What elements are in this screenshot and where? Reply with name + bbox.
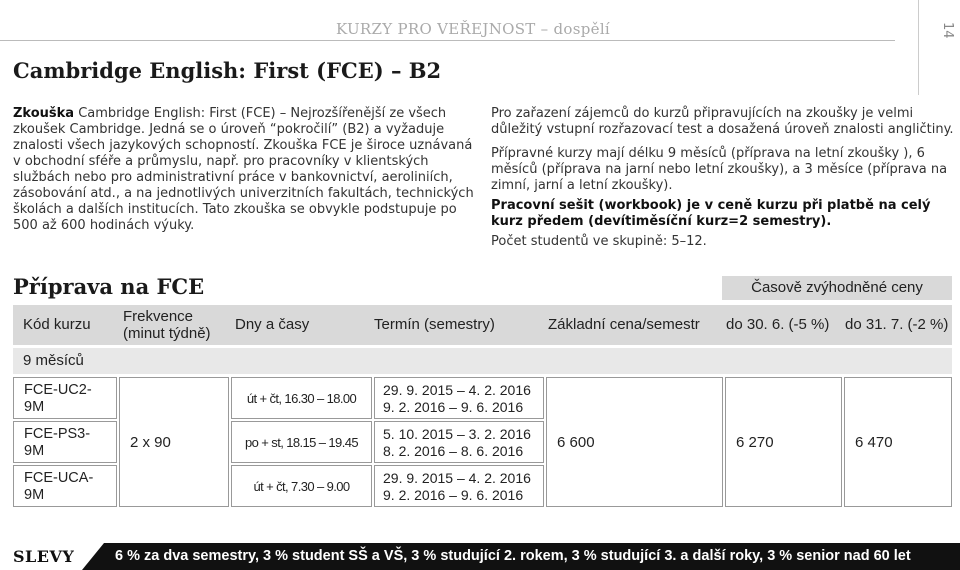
th-days: Dny a časy <box>235 316 310 333</box>
term-line: 9. 2. 2016 – 9. 6. 2016 <box>383 487 524 503</box>
table-group-row: 9 měsíců <box>13 348 952 374</box>
th-early-price-1: do 30. 6. (-5 %) <box>726 316 830 333</box>
course-length-paragraph: Přípravné kurzy mají délku 9 měsíců (příprava na letní zkoušky ), 6 měsíců (příprava na jarní nebo letní zkoušky), a 3 měsíce (příprava na zimní, jarní a letní zkoušky). <box>491 146 948 193</box>
th-early-price-2: do 31. 7. (-2 %) <box>845 316 949 333</box>
th-code: Kód kurzu <box>23 316 91 333</box>
placement-paragraph: Pro zařazení zájemců do kurzů připravujících na zkoušky je velmi důležitý vstupní rozřazovací test a dosažená úroveň znalosti angličtiny. <box>491 106 954 137</box>
term-line: 29. 9. 2015 – 4. 2. 2016 <box>383 382 531 398</box>
table-row-code <box>13 421 117 463</box>
intro-lead: Zkouška <box>13 106 75 121</box>
frequency-cell: 2 x 90 <box>119 377 229 507</box>
section-title: Příprava na FCE <box>13 274 205 299</box>
table-row-code <box>13 377 117 419</box>
table-row-time: út + čt, 7.30 – 9.00 <box>231 465 372 507</box>
table-row-term <box>374 421 544 463</box>
workbook-paragraph <box>491 198 959 230</box>
intro-text: Cambridge English: First (FCE) – Nejrozšířenější ze všech zkoušek Cambridge. Jedná se o úroveň “pokročilí” (B2) a vyžaduje znalosti všech jazykových schopností. Zkouška FCE je široce uznávaná v obchodní sféře a průmyslu, např. pro pracovníky v klientských službách nebo pro administrativní práce v bankovnictví, aeroliniích, zásobování atd., a na jednotlivých univerzitních fakultách, technických školách a dalších institucích. Tato zkouška se obvykle podstupuje po 500 až 600 hodinách výuky. <box>13 106 474 233</box>
code-line: 9M <box>24 443 45 459</box>
term-line: 8. 2. 2016 – 8. 6. 2016 <box>383 443 524 459</box>
table-row-code <box>13 465 117 507</box>
discounts-text: 6 % za dva semestry, 3 % student SŠ a VŠ, 3 % studující 2. rokem, 3 % studující 3. a další roky, 3 % senior nad 60 let <box>115 548 911 564</box>
term-line: 5. 10. 2015 – 3. 2. 2016 <box>383 426 531 442</box>
code-line: 9M <box>24 399 45 415</box>
group-size-paragraph: Počet studentů ve skupině: 5–12. <box>491 234 707 249</box>
table-header <box>13 305 952 345</box>
th-frequency-line1: Frekvence <box>123 308 194 325</box>
th-frequency <box>123 308 211 342</box>
page-number: 14 <box>940 22 955 39</box>
term-line: 9. 2. 2016 – 9. 6. 2016 <box>383 399 524 415</box>
early-price-2-cell: 6 470 <box>844 377 952 507</box>
code-line: 9M <box>24 487 45 503</box>
section-header: KURZY PRO VEŘEJNOST – dospělí <box>336 20 611 38</box>
th-frequency-line2: (minut týdně) <box>123 325 211 342</box>
header-divider <box>0 40 895 41</box>
th-term: Termín (semestry) <box>374 316 495 333</box>
table-row-term <box>374 465 544 507</box>
table-row-term <box>374 377 544 419</box>
course-table <box>13 377 952 507</box>
price-banner: Časově zvýhodněné ceny <box>722 276 952 300</box>
table-row-time: út + čt, 16.30 – 18.00 <box>231 377 372 419</box>
term-line: 29. 9. 2015 – 4. 2. 2016 <box>383 470 531 486</box>
page-title: Cambridge English: First (FCE) – B2 <box>13 58 442 83</box>
th-base-price: Základní cena/semestr <box>548 316 700 333</box>
code-line: FCE-UC2- <box>24 382 92 398</box>
code-line: FCE-UCA- <box>24 470 94 486</box>
intro-right-column <box>491 106 959 258</box>
base-price-cell: 6 600 <box>546 377 723 507</box>
intro-paragraph <box>13 106 475 234</box>
table-row-time: po + st, 18.15 – 19.45 <box>231 421 372 463</box>
margin-rule <box>918 0 919 95</box>
early-price-1-cell: 6 270 <box>725 377 842 507</box>
workbook-note: Pracovní sešit (workbook) je v ceně kurzu při platbě na celý kurz předem (devítiměsíční kurz=2 semestry). <box>491 198 931 229</box>
code-line: FCE-PS3- <box>24 426 91 442</box>
intro-left-column <box>13 106 475 242</box>
discounts-label: SLEVY <box>13 547 75 566</box>
